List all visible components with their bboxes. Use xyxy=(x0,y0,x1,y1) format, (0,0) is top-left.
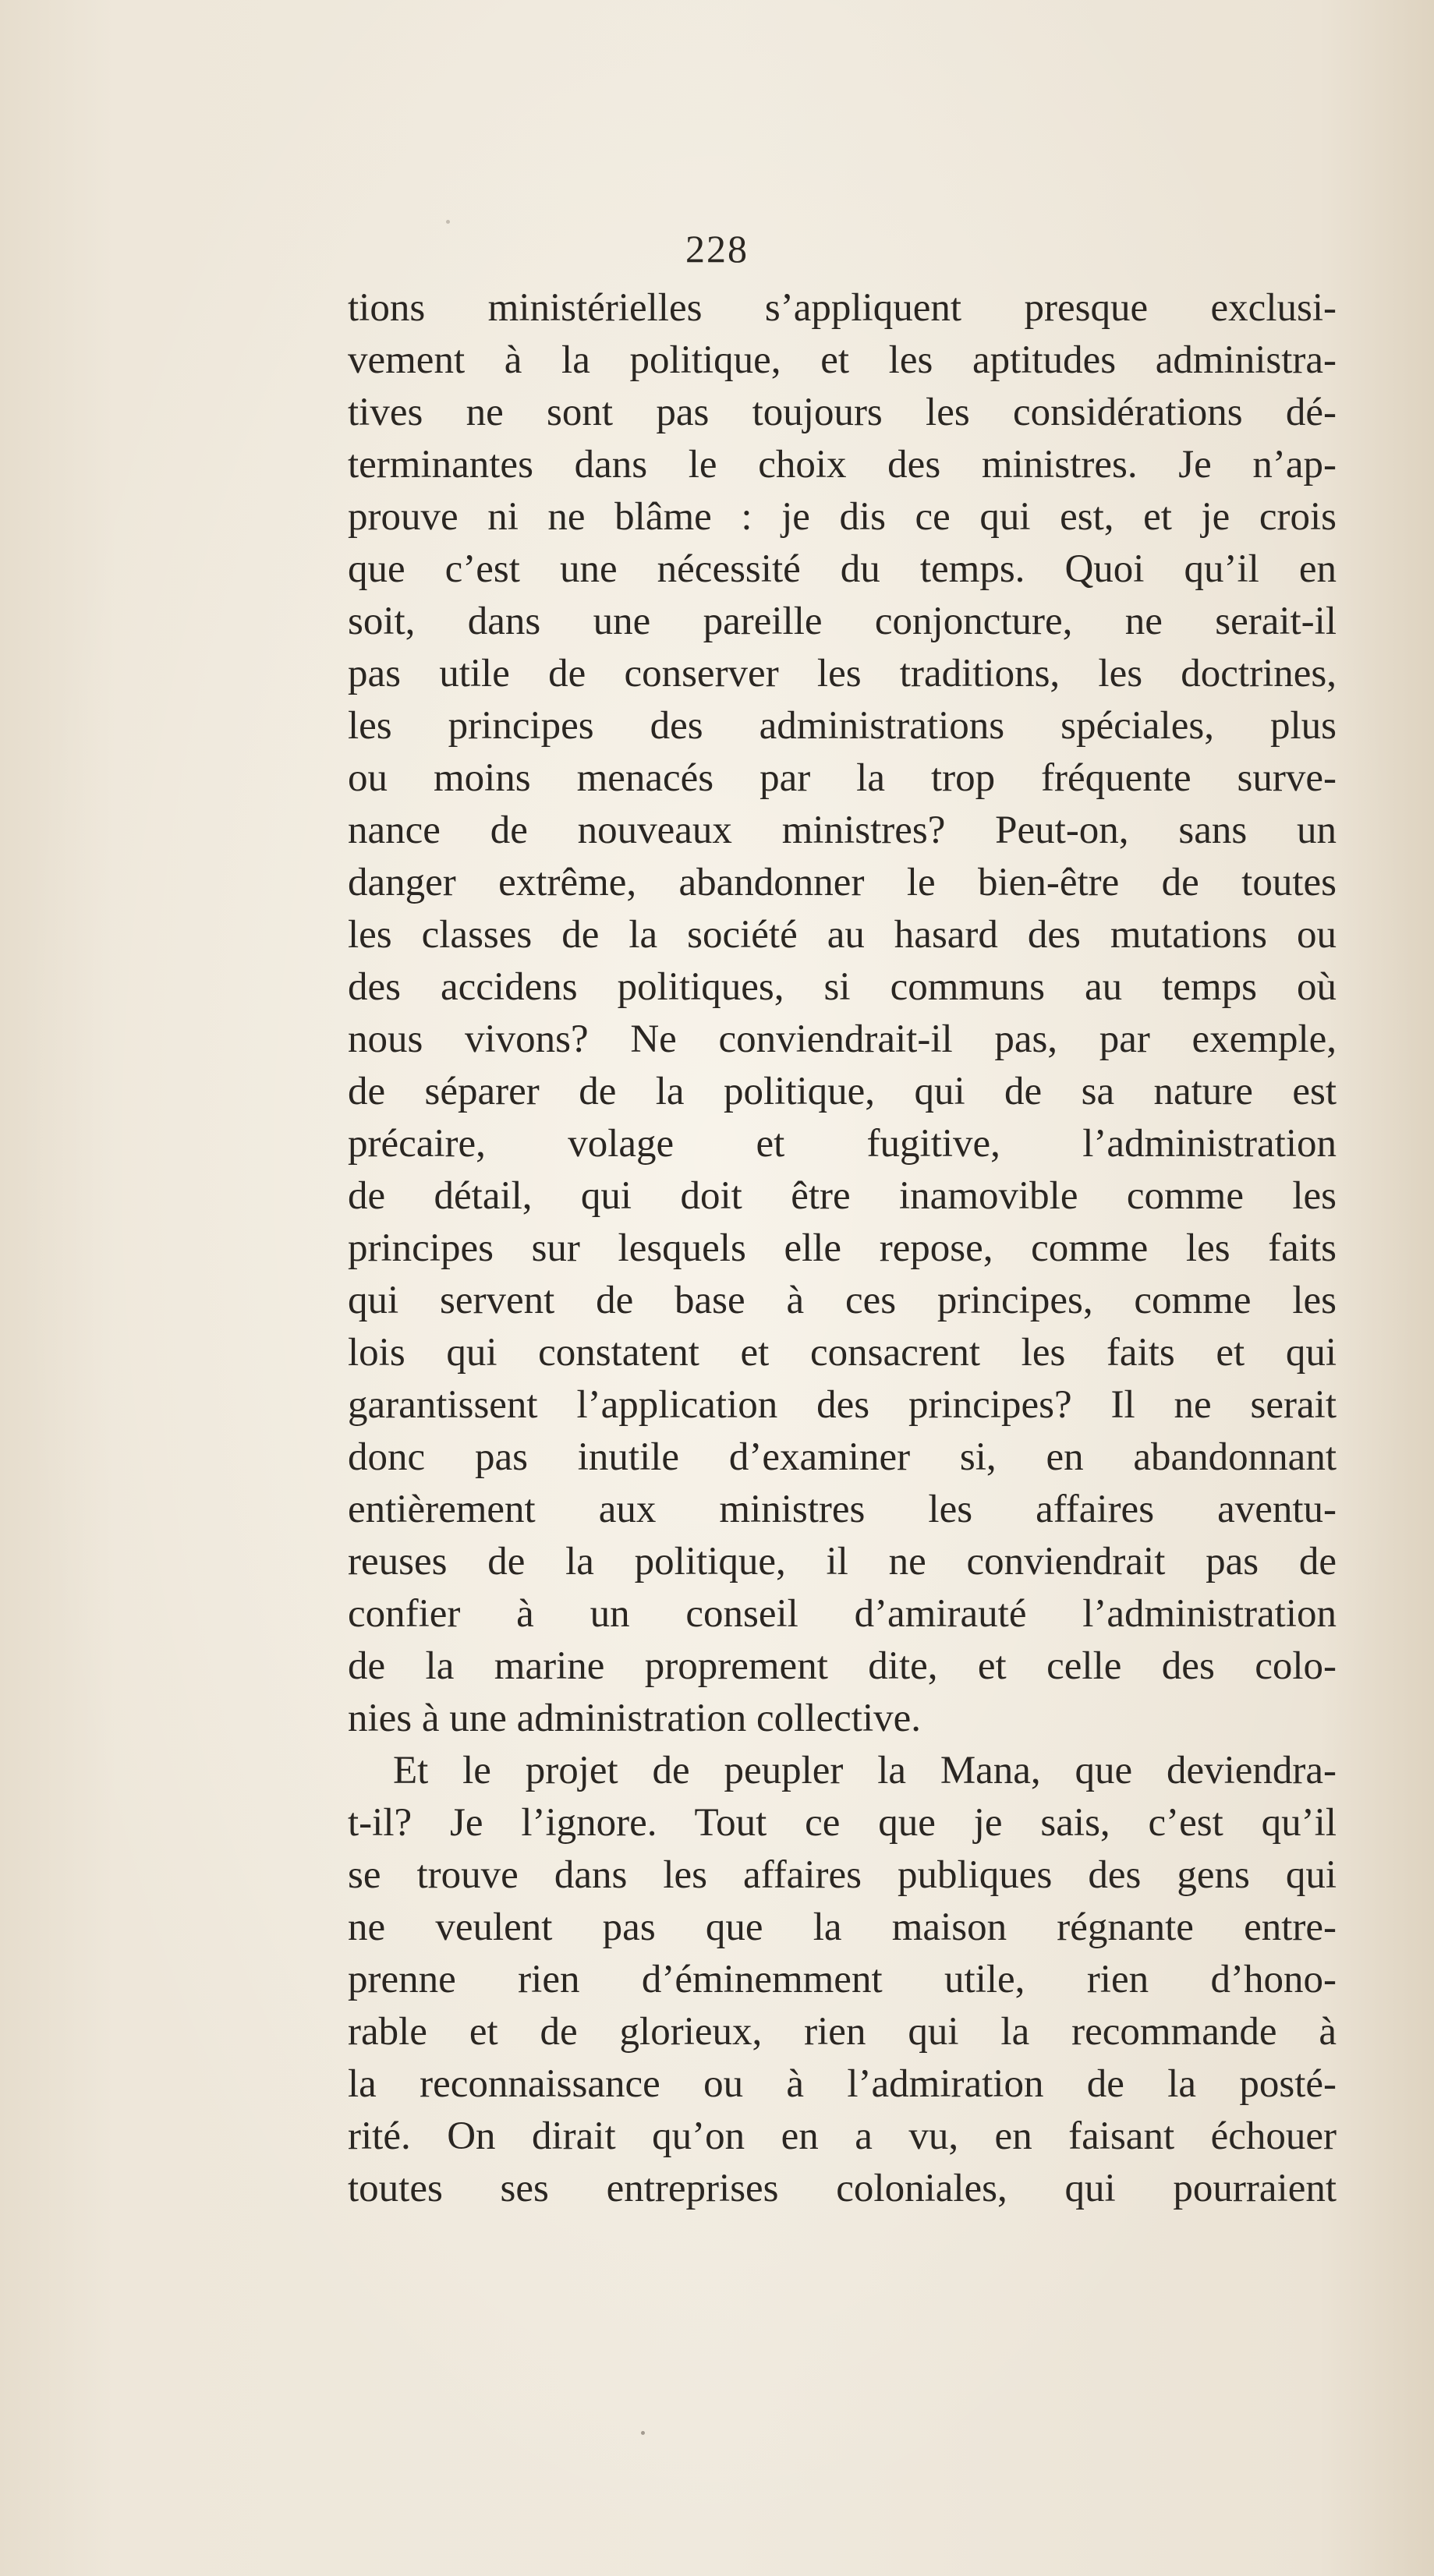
text-line: pas utile de conserver les traditions, les doctrines, xyxy=(348,652,1337,695)
text-line: terminantes dans le choix des ministres. Je n’ap- xyxy=(348,443,1337,487)
page-number: 228 xyxy=(685,227,749,271)
text-line: les classes de la société au hasard des mutations ou xyxy=(348,913,1337,957)
text-line: garantissent l’application des principes? Il ne serait xyxy=(348,1383,1337,1427)
text-line: de séparer de la politique, qui de sa nature est xyxy=(348,1070,1337,1113)
text-line: soit, dans une pareille conjoncture, ne serait-il xyxy=(348,600,1337,643)
text-line: nous vivons? Ne conviendrait-il pas, par exemple, xyxy=(348,1017,1337,1061)
text-line: les principes des administrations spéciales, plus xyxy=(348,704,1337,748)
text-line: ne veulent pas que la maison régnante entre- xyxy=(348,1905,1337,1949)
text-line: vement à la politique, et les aptitudes administra- xyxy=(348,338,1337,382)
text-line: t-il? Je l’ignore. Tout ce que je sais, c’est qu’il xyxy=(348,1801,1337,1845)
text-line: de la marine proprement dite, et celle des colo- xyxy=(348,1644,1337,1688)
text-line: rable et de glorieux, rien qui la recommande à xyxy=(348,2010,1337,2054)
text-line: prouve ni ne blâme : je dis ce qui est, et je crois xyxy=(348,495,1337,539)
text-line: nies à une administration collective. xyxy=(348,1697,922,1740)
text-line: prenne rien d’éminemment utile, rien d’hono- xyxy=(348,1958,1337,2001)
text-line: tions ministérielles s’appliquent presque exclusi- xyxy=(348,286,1337,330)
text-line: toutes ses entreprises coloniales, qui pourraient xyxy=(348,2167,1337,2210)
text-line: danger extrême, abandonner le bien-être de toutes xyxy=(348,861,1337,904)
text-line: donc pas inutile d’examiner si, en abandonnant xyxy=(348,1435,1337,1479)
text-line: de détail, qui doit être inamovible comme les xyxy=(348,1174,1337,1218)
text-line: confier à un conseil d’amirauté l’administration xyxy=(348,1592,1337,1636)
text-line: nance de nouveaux ministres? Peut-on, sans un xyxy=(348,809,1337,852)
text-line: précaire, volage et fugitive, l’administration xyxy=(348,1122,1337,1166)
text-line: lois qui constatent et consacrent les faits et qui xyxy=(348,1331,1337,1375)
body-text xyxy=(348,282,1337,2215)
ink-speck xyxy=(446,220,450,224)
text-line: qui servent de base à ces principes, comme les xyxy=(348,1279,1337,1322)
text-line: la reconnaissance ou à l’admiration de la posté- xyxy=(348,2062,1337,2106)
text-line: rité. On dirait qu’on en a vu, en faisant échouer xyxy=(348,2114,1337,2158)
text-line: reuses de la politique, il ne conviendrait pas de xyxy=(348,1540,1337,1583)
text-line: que c’est une nécessité du temps. Quoi qu’il en xyxy=(348,547,1337,591)
text-line: des accidens politiques, si communs au temps où xyxy=(348,965,1337,1009)
text-line: tives ne sont pas toujours les considérations dé- xyxy=(348,391,1337,434)
text-line: entièrement aux ministres les affaires aventu- xyxy=(348,1488,1337,1531)
text-line: ou moins menacés par la trop fréquente surve- xyxy=(348,756,1337,800)
ink-speck xyxy=(641,2431,645,2435)
text-line: principes sur lesquels elle repose, comme les faits xyxy=(348,1226,1337,1270)
text-line: Et le projet de peupler la Mana, que deviendra- xyxy=(393,1749,1337,1792)
text-line: se trouve dans les affaires publiques des gens qui xyxy=(348,1853,1337,1897)
